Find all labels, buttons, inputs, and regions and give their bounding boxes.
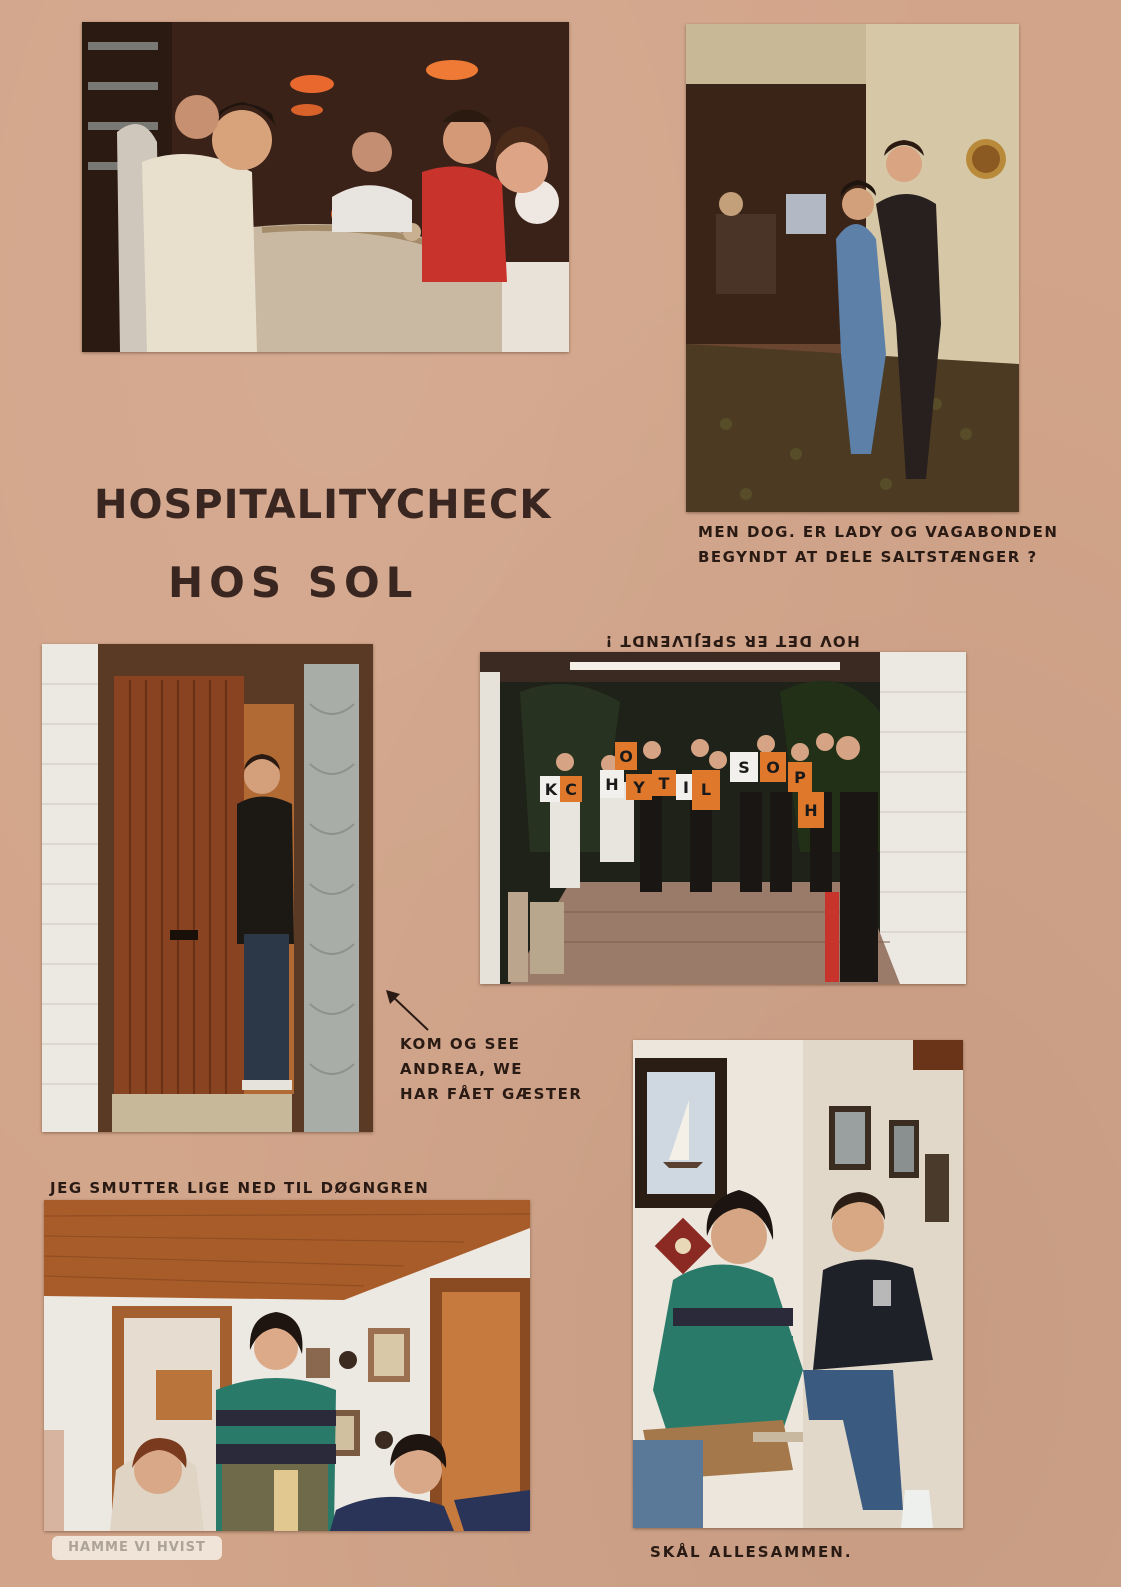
caption-dance bbox=[698, 520, 1058, 570]
caption-dance-line-2: BEGYNDT AT DELE SALTSTÆNGER ? bbox=[698, 548, 1038, 566]
caption-doorway-line-3: HAR FÅET GÆSTER bbox=[400, 1085, 583, 1103]
sign-letter: I bbox=[683, 778, 689, 797]
page-subtitle: HOS SOL bbox=[168, 558, 419, 607]
page-title: HOSPITALITYCHECK bbox=[94, 482, 552, 528]
caption-toast: SKÅL ALLESAMMEN. bbox=[650, 1543, 853, 1561]
sign-letter: Y bbox=[633, 778, 645, 797]
sign-letter: C bbox=[565, 780, 577, 799]
caption-doorway-line-2: ANDREA, WE bbox=[400, 1060, 524, 1078]
sign-letter: O bbox=[619, 747, 633, 766]
sign-letter: L bbox=[700, 780, 712, 799]
tape-label: HAMME VI HVIST bbox=[52, 1536, 222, 1560]
photo-dancing-couple bbox=[686, 24, 1019, 512]
sign-letter: H bbox=[804, 801, 818, 820]
sign-letter: S bbox=[738, 758, 750, 777]
photo-living-room bbox=[44, 1200, 530, 1531]
sign-letter: H bbox=[605, 775, 619, 794]
photo-group-signs bbox=[480, 652, 966, 984]
caption-dance-line-1: MEN DOG. ER LADY OG VAGABONDEN bbox=[698, 523, 1059, 541]
caption-doorway bbox=[400, 1032, 582, 1107]
arrow-icon bbox=[384, 988, 432, 1036]
photo-bar bbox=[82, 22, 569, 352]
sign-letter: K bbox=[544, 780, 558, 799]
caption-mirrored: HOV DET ER SPEJLVENDT ! bbox=[604, 632, 860, 650]
caption-doorway-line-1: KOM OG SEE bbox=[400, 1035, 521, 1053]
caption-living-room: JEG SMUTTER LIGE NED TIL DØGNGREN bbox=[50, 1179, 430, 1197]
photo-toast bbox=[633, 1040, 963, 1528]
sign-letter: O bbox=[766, 758, 780, 777]
sign-letter: P bbox=[794, 768, 806, 787]
photo-doorway bbox=[42, 644, 373, 1132]
sign-letter: T bbox=[658, 774, 670, 793]
